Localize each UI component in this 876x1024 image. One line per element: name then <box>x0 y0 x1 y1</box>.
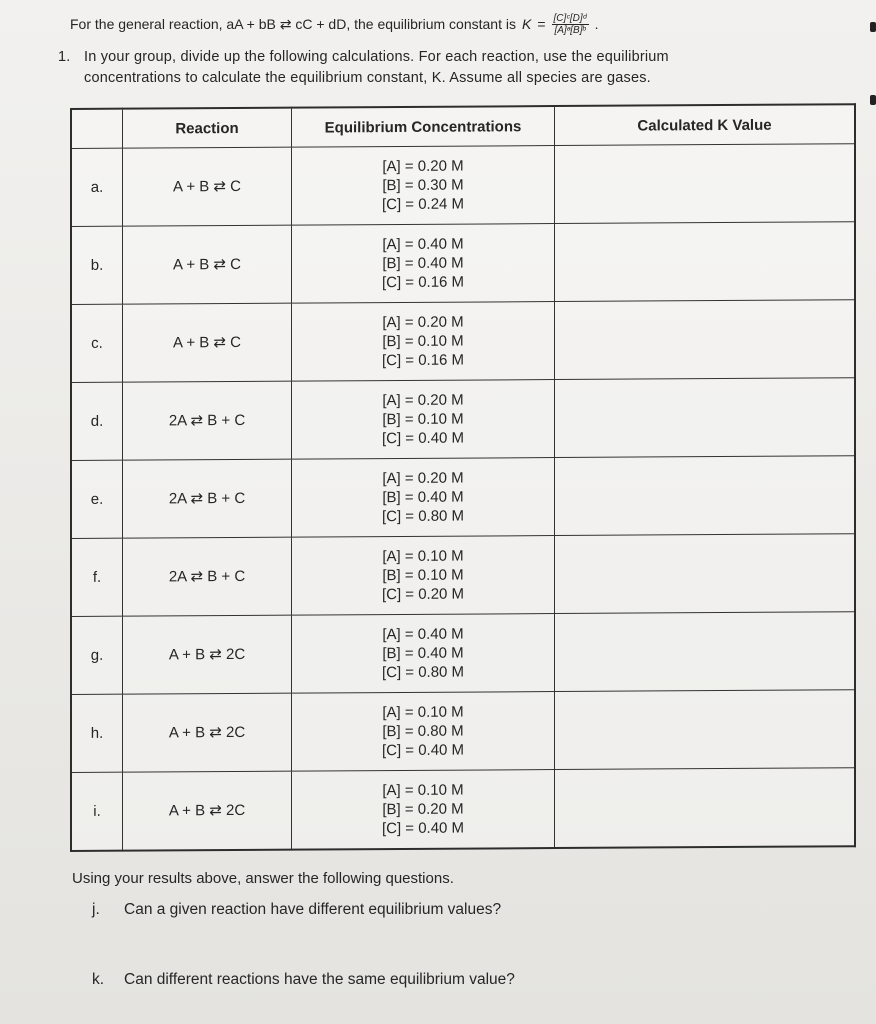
concentration-line: [C] = 0.80 M <box>381 507 465 525</box>
row-concentrations <box>292 224 555 304</box>
question-k <box>92 971 515 989</box>
header-prefix: For the general reaction, aA + bB ⇄ cC + dD, the equilibrium constant is <box>70 15 516 32</box>
row-reaction: A + B ⇄ C <box>123 303 292 382</box>
expression-numerator: [C]ᶜ[D]ᵈ <box>553 12 587 24</box>
concentration-line: [B] = 0.10 M <box>382 332 464 351</box>
row-concentrations <box>292 457 555 537</box>
question-1 <box>58 47 778 89</box>
row-concentrations <box>292 379 555 459</box>
concentration-line: [A] = 0.20 M <box>382 157 464 176</box>
concentration-line: [B] = 0.40 M <box>382 488 464 506</box>
header-k-value: Calculated K Value <box>555 104 856 145</box>
concentration-line: [C] = 0.16 M <box>381 273 465 292</box>
binder-hole-mark <box>870 22 876 32</box>
concentration-line: [A] = 0.40 M <box>382 625 464 643</box>
row-letter: g. <box>71 616 123 694</box>
row-reaction: 2A ⇄ B + C <box>123 459 292 538</box>
equilibrium-table-wrapper <box>70 103 856 852</box>
question-j-label: j. <box>92 901 100 918</box>
header-reaction: Reaction <box>123 108 292 149</box>
row-k-value-input[interactable] <box>555 378 856 458</box>
row-letter: h. <box>71 694 123 772</box>
row-k-value-input[interactable] <box>555 534 856 614</box>
general-reaction-statement <box>70 4 790 44</box>
concentration-line: [B] = 0.80 M <box>382 722 464 740</box>
header-letter <box>71 109 123 149</box>
concentration-line: [A] = 0.10 M <box>382 781 464 799</box>
concentration-line: [C] = 0.80 M <box>381 663 465 681</box>
row-reaction: 2A ⇄ B + C <box>123 537 292 616</box>
concentration-line: [C] = 0.40 M <box>381 819 465 837</box>
expression-denominator: [A]ᵃ[B]ᵇ <box>554 24 586 36</box>
concentration-line: [A] = 0.20 M <box>382 313 464 332</box>
k-symbol: K <box>521 16 532 32</box>
row-reaction: A + B ⇄ 2C <box>123 693 292 772</box>
concentration-line: [A] = 0.10 M <box>382 547 464 565</box>
row-k-value-input[interactable] <box>555 144 856 224</box>
row-concentrations <box>292 691 555 771</box>
concentration-line: [B] = 0.40 M <box>382 644 464 662</box>
header-suffix: . <box>594 16 599 32</box>
concentration-line: [C] = 0.16 M <box>381 351 465 370</box>
table-row <box>71 689 855 772</box>
concentration-line: [B] = 0.20 M <box>382 800 464 818</box>
concentration-line: [B] = 0.40 M <box>382 254 464 273</box>
table-row <box>71 612 855 695</box>
concentration-line: [B] = 0.10 M <box>382 566 464 584</box>
table-row <box>71 456 855 539</box>
row-reaction: A + B ⇄ C <box>123 225 292 304</box>
row-reaction: A + B ⇄ 2C <box>123 771 292 851</box>
concentration-line: [A] = 0.20 M <box>382 391 464 409</box>
row-letter: d. <box>71 382 123 460</box>
row-k-value-input[interactable] <box>555 689 856 769</box>
row-reaction: A + B ⇄ C <box>123 147 292 226</box>
row-k-value-input[interactable] <box>555 612 856 692</box>
concentration-line: [C] = 0.24 M <box>381 195 465 214</box>
row-k-value-input[interactable] <box>555 300 856 380</box>
table-row <box>71 222 855 305</box>
concentration-line: [A] = 0.40 M <box>382 235 464 254</box>
row-reaction: A + B ⇄ 2C <box>123 615 292 694</box>
table-row <box>71 144 855 227</box>
row-letter: e. <box>71 460 123 538</box>
concentration-line: [C] = 0.40 M <box>381 429 465 447</box>
concentration-line: [A] = 0.10 M <box>382 703 464 721</box>
row-letter: b. <box>71 226 123 304</box>
question-k-text: Can different reactions have the same equilibrium value? <box>124 971 515 988</box>
row-letter: c. <box>71 304 123 382</box>
table-header-row <box>71 104 855 148</box>
concentration-line: [A] = 0.20 M <box>382 469 464 487</box>
row-concentrations <box>292 146 555 226</box>
concentration-line: [B] = 0.30 M <box>382 176 464 195</box>
followup-intro: Using your results above, answer the following questions. <box>72 870 454 887</box>
row-concentrations <box>292 535 555 615</box>
row-concentrations <box>292 613 555 693</box>
row-k-value-input[interactable] <box>555 456 856 536</box>
binder-hole-mark <box>870 95 876 105</box>
row-reaction: 2A ⇄ B + C <box>123 381 292 460</box>
table-row <box>71 300 855 383</box>
question-k-label: k. <box>92 971 105 988</box>
table-row <box>71 378 855 461</box>
table-row <box>71 534 855 617</box>
row-letter: a. <box>71 148 123 226</box>
row-letter: f. <box>71 538 123 616</box>
question-j <box>92 901 501 919</box>
row-concentrations <box>292 301 555 381</box>
table-body <box>71 144 855 851</box>
concentration-line: [C] = 0.20 M <box>381 585 465 603</box>
header-concentrations: Equilibrium Concentrations <box>292 106 555 147</box>
row-concentrations <box>292 769 555 849</box>
question-1-line1: In your group, divide up the following calculations. For each reaction, use the equilibrium <box>84 49 669 65</box>
row-k-value-input[interactable] <box>555 222 856 302</box>
question-j-text: Can a given reaction have different equilibrium values? <box>124 901 502 918</box>
equals-sign: = <box>537 16 546 32</box>
row-k-value-input[interactable] <box>555 767 856 848</box>
equilibrium-table <box>70 103 856 852</box>
question-1-number: 1. <box>58 49 71 65</box>
concentration-line: [C] = 0.40 M <box>381 741 465 759</box>
equilibrium-expression <box>552 13 589 36</box>
row-letter: i. <box>71 772 123 851</box>
concentration-line: [B] = 0.10 M <box>382 410 464 428</box>
table-row <box>71 767 855 851</box>
question-1-line2: concentrations to calculate the equilibrium constant, K. Assume all species are gases. <box>84 70 651 86</box>
